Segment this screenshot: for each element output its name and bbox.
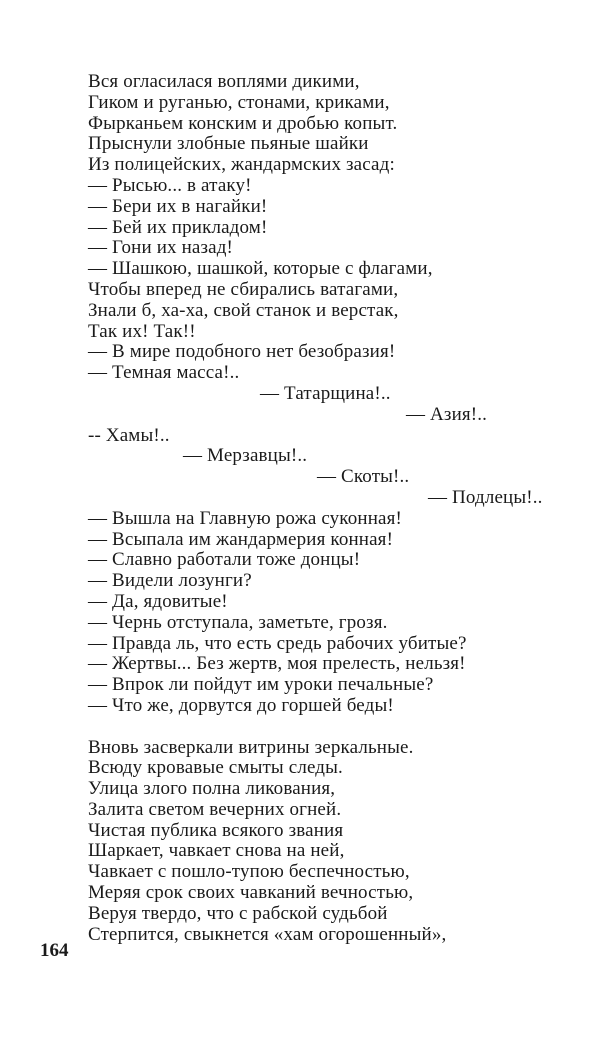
poem-line: — Татарщина!.. (260, 382, 391, 404)
poem-line: Фырканьем конским и дробью копыт. (88, 112, 398, 134)
poem-line: Из полицейских, жандармских засад: (88, 154, 395, 176)
poem-line: Стерпится, свыкнется «хам огорошенный», (88, 923, 447, 945)
poem-line: — Бери их в нагайки! (88, 195, 268, 217)
poem-line: Чавкает с пошло-тупою беспечностью, (88, 861, 410, 883)
poem-line: — Вышла на Главную рожа суконная! (88, 507, 402, 529)
stanza-break (88, 717, 588, 738)
poem-line: — Темная масса!.. (88, 362, 240, 384)
poem-line: Меряя срок своих чавканий вечностью, (88, 882, 414, 904)
poem-line: Вновь засверкали витрины зеркальные. (88, 736, 414, 758)
poem-line: Всюду кровавые смыты следы. (88, 757, 343, 779)
poem-line: — Рысью... в атаку! (88, 174, 252, 196)
poem-line: — Впрок ли пойдут им уроки печальные? (88, 674, 434, 696)
poem-line: — Азия!.. (406, 403, 488, 425)
poem-line: — Правда ль, что есть средь рабочих убитые? (88, 632, 467, 654)
poem-line: Улица злого полна ликования, (88, 778, 336, 800)
poem-line: — Видели лозунги? (88, 570, 252, 592)
poem-line: -- Хамы!.. (88, 424, 170, 446)
poem-line: — Гони их назад! (88, 237, 234, 259)
poem-line: — Шашкою, шашкой, которые с флагами, (88, 258, 433, 280)
poem-line: — Скоты!.. (317, 466, 410, 488)
poem-line: Залита светом вечерних огней. (88, 798, 342, 820)
poem-line: Чтобы вперед не сбирались ватагами, (88, 278, 399, 300)
poem-line: — Бей их прикладом! (88, 216, 268, 238)
page-number: 164 (40, 940, 69, 961)
poem-line: Прыснули злобные пьяные шайки (88, 133, 369, 155)
poem-line: Гиком и руганью, стонами, криками, (88, 91, 390, 113)
poem-line: — Мерзавцы!.. (183, 445, 308, 467)
poem-line: Вся огласилася воплями дикими, (88, 71, 360, 92)
poem-line: — Да, ядовитые! (88, 590, 228, 612)
poem-line: Так их! Так!! (88, 320, 196, 342)
poem-line: Шаркает, чавкает снова на ней, (88, 840, 345, 862)
poem-line: — Подлецы!.. (428, 486, 543, 508)
poem-line: — Что же, дорвутся до горшей беды! (88, 694, 394, 716)
poem-text (88, 72, 588, 945)
poem-line: — Жертвы... Без жертв, моя прелесть, нельзя! (88, 653, 466, 675)
poem-line: — Славно работали тоже донцы! (88, 549, 361, 571)
poem-line: — Всыпала им жандармерия конная! (88, 528, 394, 550)
poem-line: Веруя твердо, что с рабской судьбой (88, 902, 388, 924)
poem-line: Знали б, ха-ха, свой станок и верстак, (88, 299, 399, 321)
poem-line: Чистая публика всякого звания (88, 819, 344, 841)
poem-line: — Чернь отступала, заметьте, грозя. (88, 611, 388, 633)
poem-line: — В мире подобного нет безобразия! (88, 341, 396, 363)
